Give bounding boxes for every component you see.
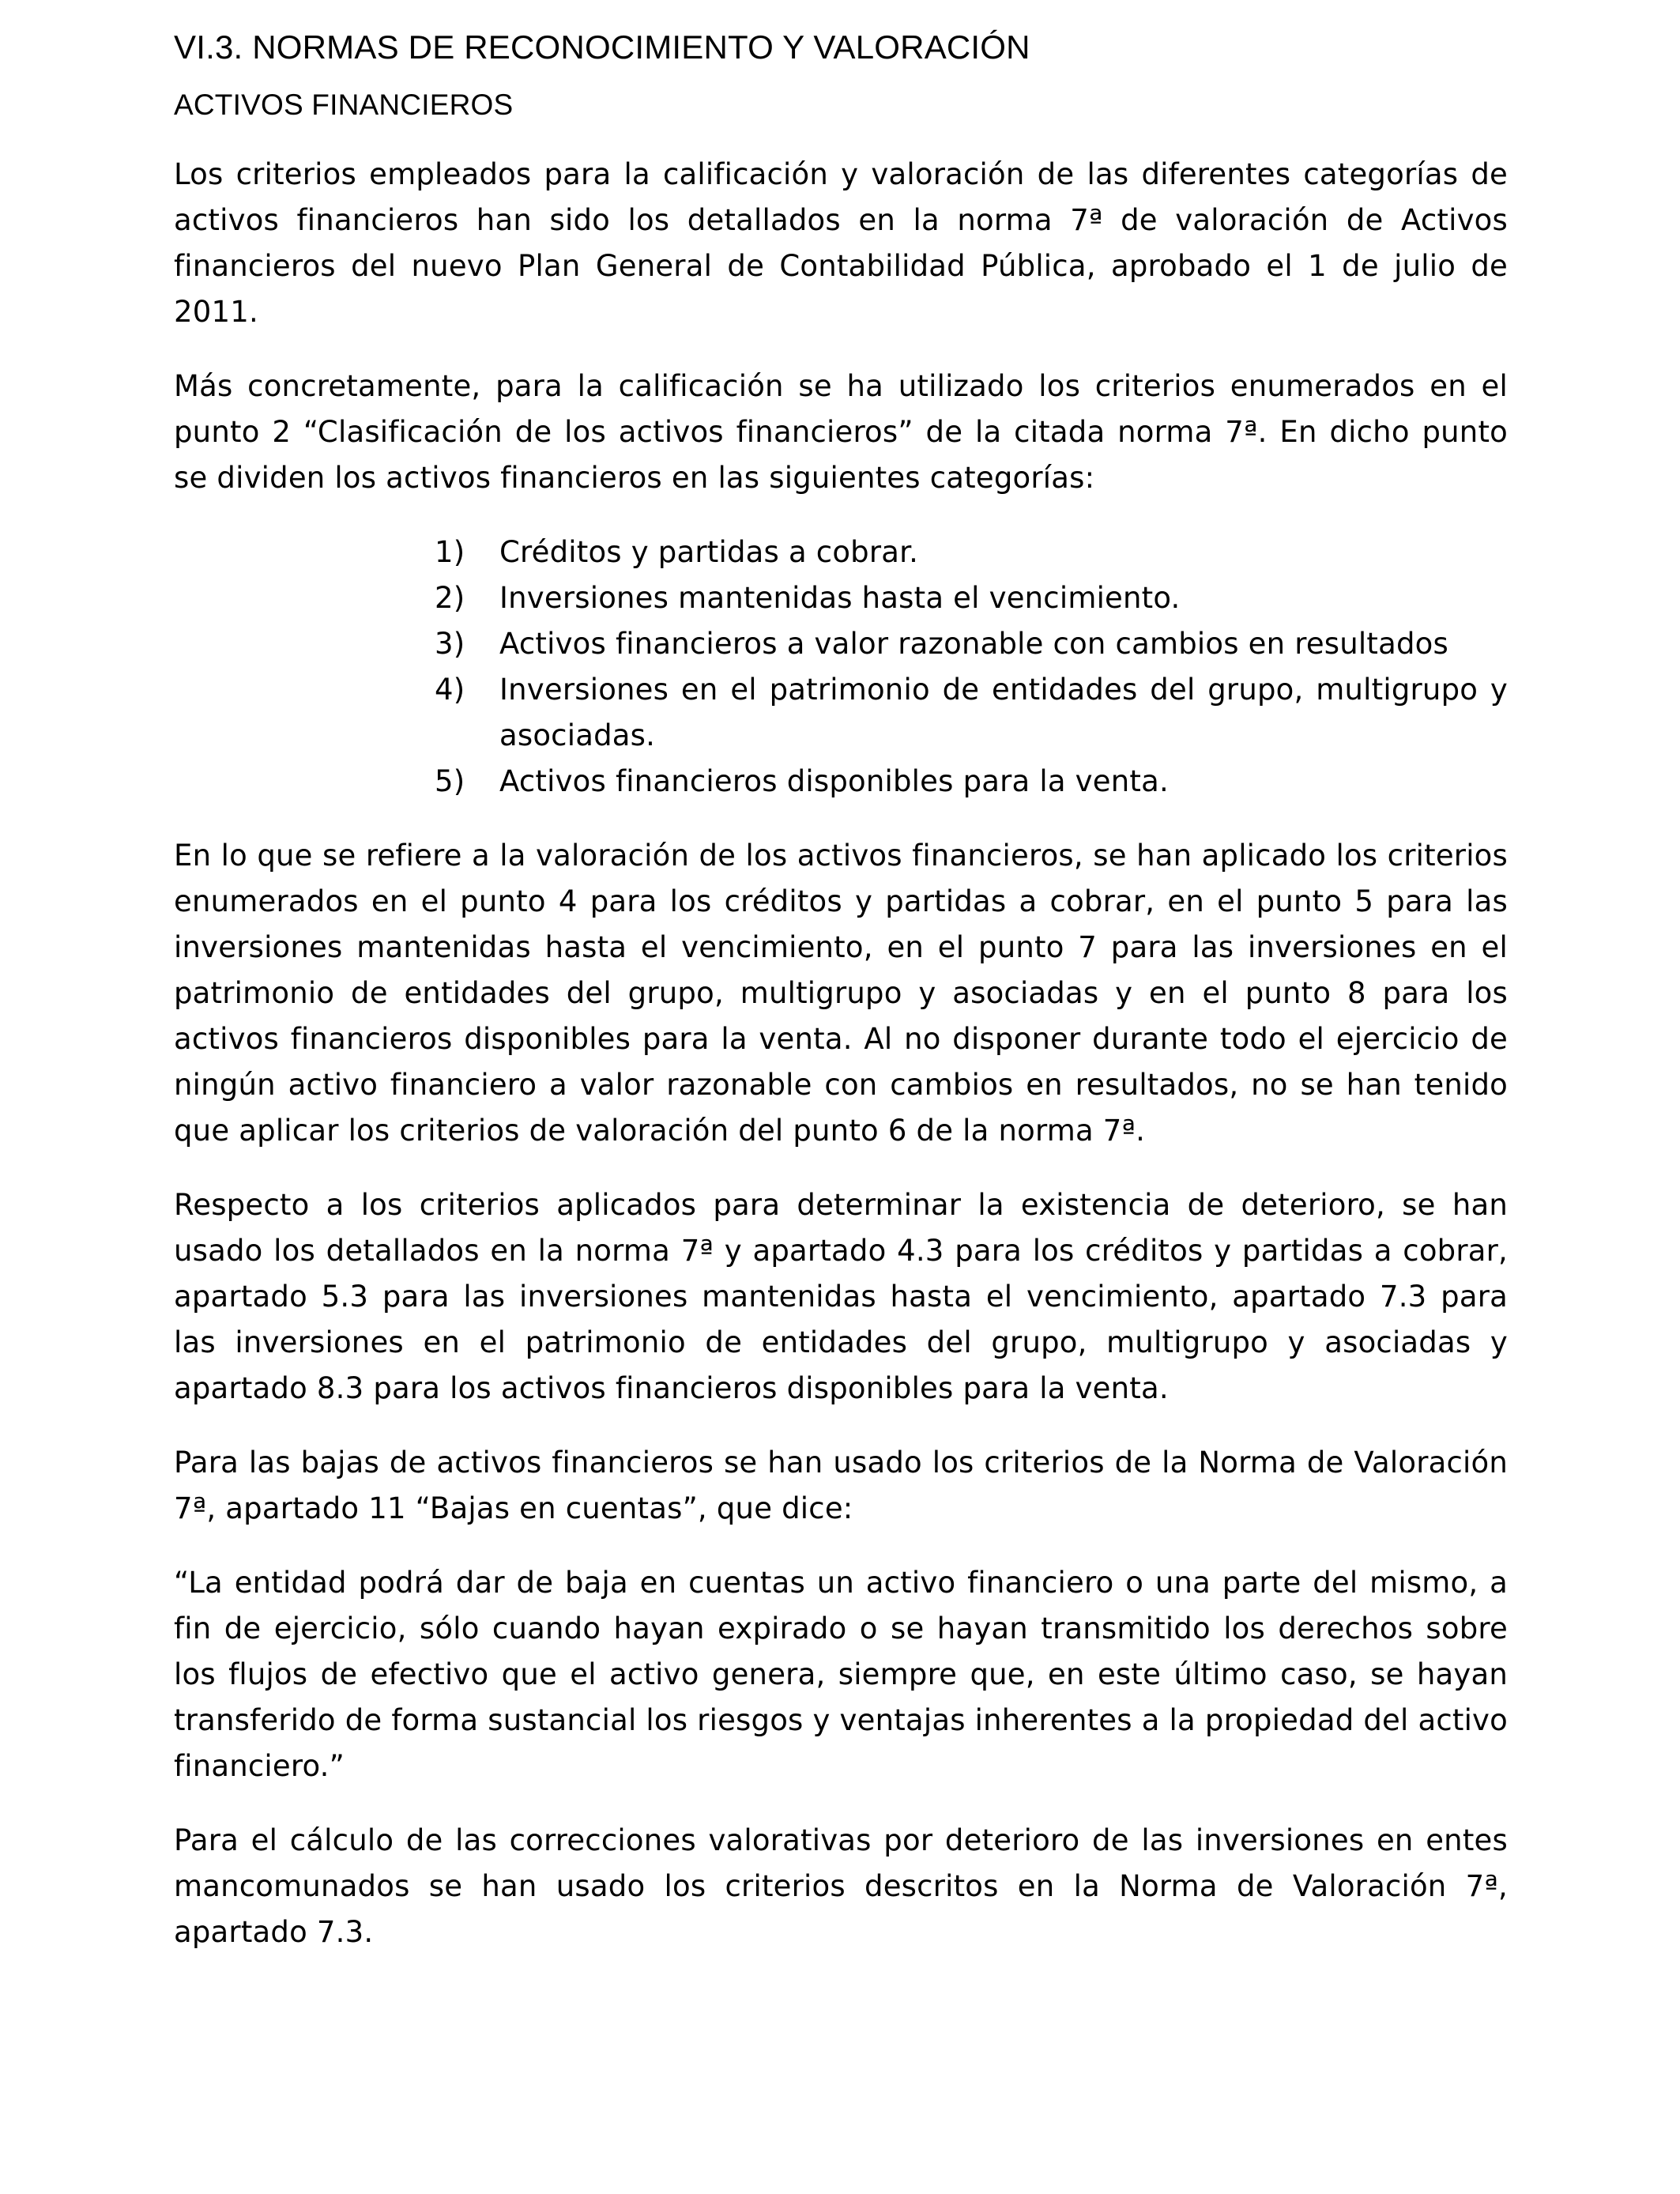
list-item-number: 5) <box>435 764 465 798</box>
section-heading: VI.3. NORMAS DE RECONOCIMIENTO Y VALORACIÓN <box>174 28 1030 66</box>
paragraph-criterios: Los criterios empleados para la calificación y valoración de las diferentes categorías de activos financieros han sido los detallados en la norma 7ª de valoración de Activos financieros del nuevo Plan General de Contabilidad Pública, aprobado el 1 de julio de 2011. <box>174 157 1508 329</box>
paragraph-bajas: Para las bajas de activos financieros se han usado los criterios de la Norma de Valoración 7ª, apartado 11 “Bajas en cuentas”, que dice: <box>174 1446 1508 1525</box>
list-item-text: Inversiones en el patrimonio de entidades del grupo, multigrupo y asociadas. <box>499 673 1508 752</box>
paragraph-calificacion: Más concretamente, para la calificación se ha utilizado los criterios enumerados en el punto 2 “Clasificación de los activos financieros” de la citada norma 7ª. En dicho punto se dividen los activos financieros en las siguientes categorías: <box>174 369 1508 495</box>
paragraph-valoracion: En lo que se refiere a la valoración de los activos financieros, se han aplicado los criterios enumerados en el punto 4 para los créditos y partidas a cobrar, en el punto 5 para las inversiones mantenidas hasta el vencimiento, en el punto 7 para las inversiones en el patrimonio de entidades del grupo, multigrupo y asociadas y en el punto 8 para los activos financieros disponibles para la venta. Al no disponer durante todo el ejercicio de ningún activo financiero a valor razonable con cambios en resultados, no se han tenido que aplicar los criterios de valoración del punto 6 de la norma 7ª. <box>174 839 1508 1148</box>
list-item <box>435 621 1508 667</box>
list-item-number: 1) <box>435 535 465 569</box>
list-item-text: Inversiones mantenidas hasta el vencimiento. <box>499 581 1181 615</box>
paragraph-quote: “La entidad podrá dar de baja en cuentas un activo financiero o una parte del mismo, a fin de ejercicio, sólo cuando hayan expirado o se hayan transmitido los derechos sobre los flujos de efectivo que el activo genera, siempre que, en este último caso, se hayan transferido de forma sustancial los riesgos y ventajas inherentes a la propiedad del activo financiero.” <box>174 1566 1508 1783</box>
categories-list <box>174 530 1508 805</box>
paragraph-deterioro: Respecto a los criterios aplicados para determinar la existencia de deterioro, se han usado los detallados en la norma 7ª y apartado 4.3 para los créditos y partidas a cobrar, apartado 5.3 para las inversiones mantenidas hasta el vencimiento, apartado 7.3 para las inversiones en el patrimonio de entidades del grupo, multigrupo y asociadas y apartado 8.3 para los activos financieros disponibles para la venta. <box>174 1188 1508 1405</box>
list-item-text: Activos financieros disponibles para la venta. <box>499 764 1169 798</box>
list-item <box>435 575 1508 621</box>
list-item-text: Activos financieros a valor razonable con cambios en resultados <box>499 627 1448 661</box>
list-item <box>435 759 1508 805</box>
list-item-text: Créditos y partidas a cobrar. <box>499 535 919 569</box>
list-item-number: 2) <box>435 581 465 615</box>
list-item-number: 4) <box>435 673 465 707</box>
list-item <box>435 667 1508 759</box>
paragraph-correcciones: Para el cálculo de las correcciones valorativas por deterioro de las inversiones en entes mancomunados se han usado los criterios descritos en la Norma de Valoración 7ª, apartado 7.3. <box>174 1823 1508 1949</box>
subsection-heading: ACTIVOS FINANCIEROS <box>174 89 514 121</box>
list-item <box>435 530 1508 575</box>
document-page <box>174 24 1508 1984</box>
list-item-number: 3) <box>435 627 465 661</box>
